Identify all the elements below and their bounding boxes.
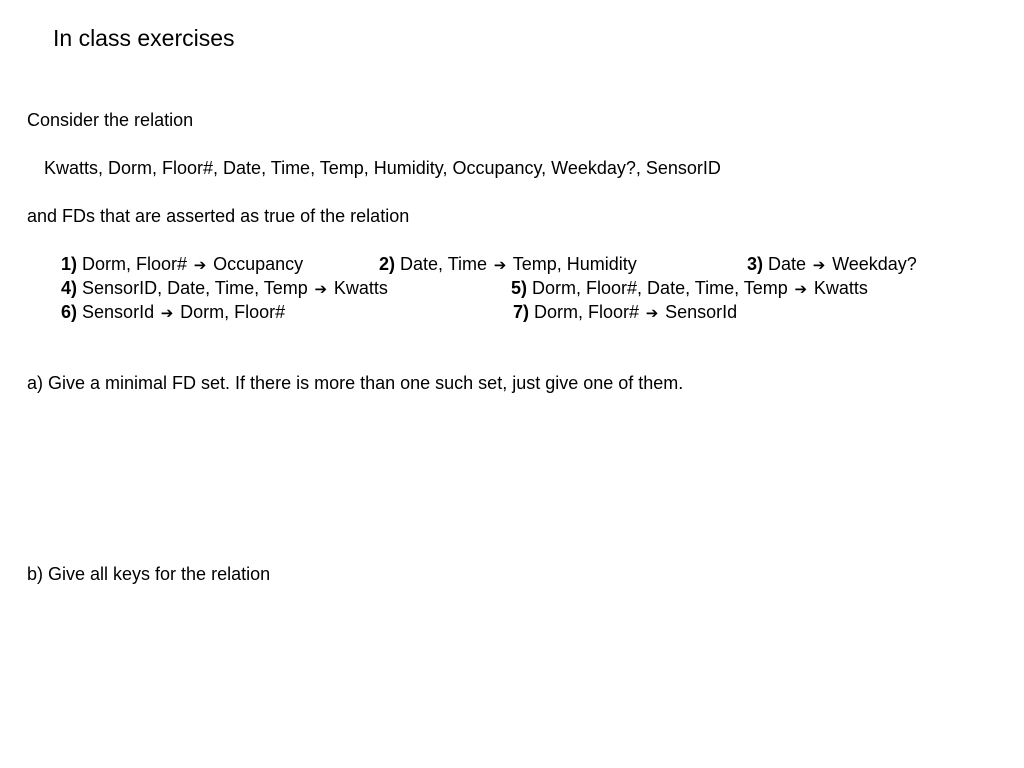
arrow-right-icon: ➔	[645, 304, 659, 322]
question-b: b) Give all keys for the relation	[27, 564, 271, 584]
fd-rhs: Kwatts	[813, 278, 868, 298]
fd-item-1	[61, 252, 303, 277]
fd-item-5	[511, 276, 868, 301]
fd-lhs: Dorm, Floor#	[534, 302, 640, 322]
fd-rhs: Weekday?	[832, 254, 917, 274]
fd-rhs: Temp, Humidity	[512, 254, 637, 274]
intro-text: Consider the relation	[27, 110, 194, 130]
fd-item-2	[379, 252, 637, 277]
fd-lhs: Dorm, Floor#, Date, Time, Temp	[532, 278, 788, 298]
arrow-right-icon: ➔	[493, 256, 507, 274]
fd-rhs: Kwatts	[333, 278, 388, 298]
fd-lhs: Dorm, Floor#	[82, 254, 188, 274]
fd-item-6	[61, 300, 285, 325]
fd-number: 2)	[379, 254, 396, 274]
relation-attributes: Kwatts, Dorm, Floor#, Date, Time, Temp, Humidity, Occupancy, Weekday?, SensorID	[44, 158, 721, 178]
fd-number: 4)	[61, 278, 78, 298]
arrow-right-icon: ➔	[314, 280, 328, 298]
fd-lhs: SensorId	[82, 302, 155, 322]
fd-number: 5)	[511, 278, 528, 298]
fd-lhs: SensorID, Date, Time, Temp	[82, 278, 308, 298]
fd-lhs: Date	[768, 254, 807, 274]
fd-item-7	[513, 300, 737, 325]
arrow-right-icon: ➔	[160, 304, 174, 322]
arrow-right-icon: ➔	[812, 256, 826, 274]
fd-item-4	[61, 276, 388, 301]
arrow-right-icon: ➔	[193, 256, 207, 274]
fd-rhs: SensorId	[665, 302, 738, 322]
arrow-right-icon: ➔	[794, 280, 808, 298]
fd-intro-text: and FDs that are asserted as true of the relation	[27, 206, 410, 226]
fd-item-3	[747, 252, 917, 277]
fd-number: 3)	[747, 254, 764, 274]
fd-rhs: Dorm, Floor#	[180, 302, 286, 322]
question-a: a) Give a minimal FD set. If there is more than one such set, just give one of them.	[27, 373, 684, 393]
fd-number: 7)	[513, 302, 530, 322]
fd-number: 6)	[61, 302, 78, 322]
fd-rhs: Occupancy	[213, 254, 304, 274]
fd-lhs: Date, Time	[400, 254, 488, 274]
fd-number: 1)	[61, 254, 78, 274]
slide-title: In class exercises	[53, 25, 235, 51]
